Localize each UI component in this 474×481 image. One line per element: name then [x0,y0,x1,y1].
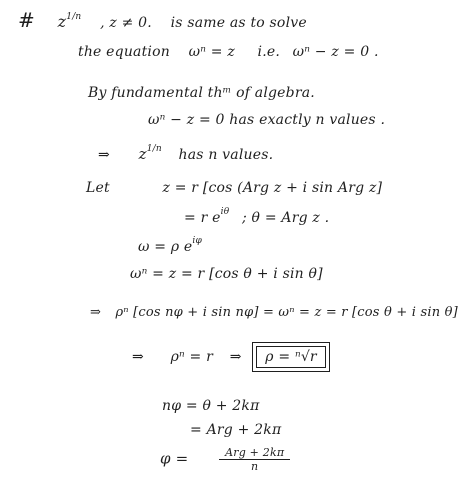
z-condition: , z ≠ 0. [100,15,152,31]
line-9 [130,266,323,282]
implies-arrow: ⇒ [132,349,144,365]
line-7-rest: ; θ = Arg z . [241,210,330,226]
phi-lhs: φ = [160,449,189,468]
line-13-eq: = Arg + 2kπ [190,422,282,438]
result-box [252,342,330,372]
line-13 [190,422,281,438]
line-5-text: has n values. [178,147,274,163]
z-exponent: 1/n [66,12,82,22]
line-1 [18,8,307,32]
line-11-eq: ρⁿ = r [170,349,214,365]
line-2-eq: ωⁿ = z [188,44,235,60]
line-11 [132,342,330,372]
line-8-exp: iφ [192,236,203,246]
line-14 [160,446,290,473]
z-exponent: 1/n [146,144,162,154]
line-8-eq: ω = ρ e [138,239,193,255]
line-2-ie: i.e. [257,44,281,60]
line-1-text: is same as to solve [170,15,307,31]
line-7-eq: = r e [184,210,221,226]
boxed-result: ρ = ⁿ√r [256,346,326,368]
line-2 [78,44,379,60]
line-6-eq: z = r [cos (Arg z + i sin Arg z] [162,180,383,196]
line-7-exp: iθ [220,207,230,217]
line-6 [86,180,382,196]
line-8 [138,236,203,255]
fraction-numerator: Arg + 2kπ [219,446,290,460]
line-12-eq: nφ = θ + 2kπ [162,398,260,414]
line-7 [184,207,330,226]
z-base: z [57,12,67,31]
line-2-text: the equation [78,44,170,60]
z-base: z [138,145,147,163]
line-5 [98,145,273,163]
implies-arrow: ⇒ [98,147,110,163]
line-10 [90,305,458,320]
line-4 [148,112,385,128]
phi-fraction [219,446,290,473]
line-4-text: ωⁿ − z = 0 has exactly n values . [148,112,386,128]
hash-mark: # [18,8,35,32]
line-10-eq: ρⁿ [cos nφ + i sin nφ] = ωⁿ = z = r [cos θ + i sin θ] [115,305,458,320]
let-word: Let [86,180,110,196]
fraction-denominator: n [251,460,259,473]
line-3 [88,85,315,101]
line-12 [162,398,260,414]
line-9-eq: ωⁿ = z = r [cos θ + i sin θ] [130,266,323,282]
line-2-eq2: ωⁿ − z = 0 . [292,44,379,60]
implies-arrow: ⇒ [90,305,102,320]
implies-arrow-2: ⇒ [229,349,242,365]
line-3-text: By fundamental thᵐ of algebra. [88,85,315,101]
